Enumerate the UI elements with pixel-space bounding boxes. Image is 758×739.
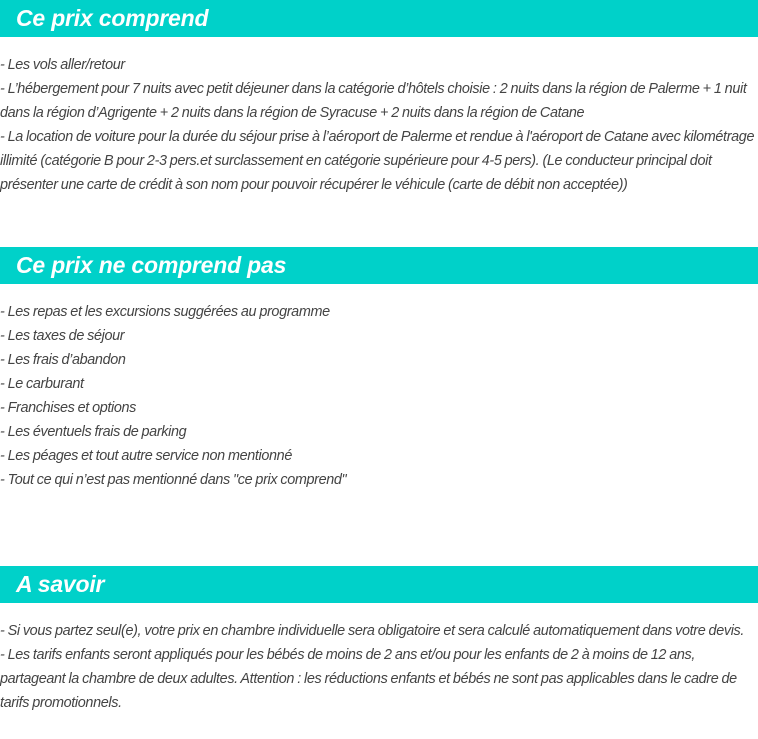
list-item: - Les repas et les excursions suggérées au programme [0,304,330,320]
list-item: - Les frais d’abandon [0,352,126,368]
good-to-know-list [0,619,758,715]
not-included-list [0,300,758,492]
list-item: - L’hébergement pour 7 nuits avec petit déjeuner dans la catégorie d’hôtels choisie : 2 nuits dans la région de Palerme + 1 nuit dans la région d’Agrigente + 2 nuits dans la région de Syracuse + 2 nuits dans la région de Catane [0,81,747,121]
section-title-not-included: Ce prix ne comprend pas [0,247,758,284]
list-item: - Si vous partez seul(e), votre prix en chambre individuelle sera obligatoire et sera calculé automatiquement dans votre devis. [0,623,745,639]
list-item: - Les vols aller/retour [0,57,125,73]
list-item: - Tout ce qui n’est pas mentionné dans "ce prix comprend" [0,472,347,488]
list-item: - Franchises et options [0,400,137,416]
section-title-good-to-know: A savoir [0,566,758,603]
list-item: - Les péages et tout autre service non mentionné [0,448,292,464]
list-item: - Les taxes de séjour [0,328,125,344]
included-list [0,53,758,197]
list-item: - La location de voiture pour la durée du séjour prise à l’aéroport de Palerme et rendue à l'aéroport de Catane avec kilométrage illimité (catégorie B pour 2-3 pers.et surclassement en catégorie supérieure pour 4-5 pers). (Le conducteur principal doit présenter une carte de crédit à son nom pour pouvoir récupérer le véhicule (carte de débit non acceptée)) [0,129,755,193]
list-item: - Le carburant [0,376,84,392]
list-item: - Les éventuels frais de parking [0,424,187,440]
list-item: - Les tarifs enfants seront appliqués pour les bébés de moins de 2 ans et/ou pour les enfants de 2 à moins de 12 ans, partageant la chambre de deux adultes. Attention : les réductions enfants et bébés ne sont pas applicables dans le cadre de tarifs promotionnels. [0,647,737,711]
section-title-included: Ce prix comprend [0,0,758,37]
